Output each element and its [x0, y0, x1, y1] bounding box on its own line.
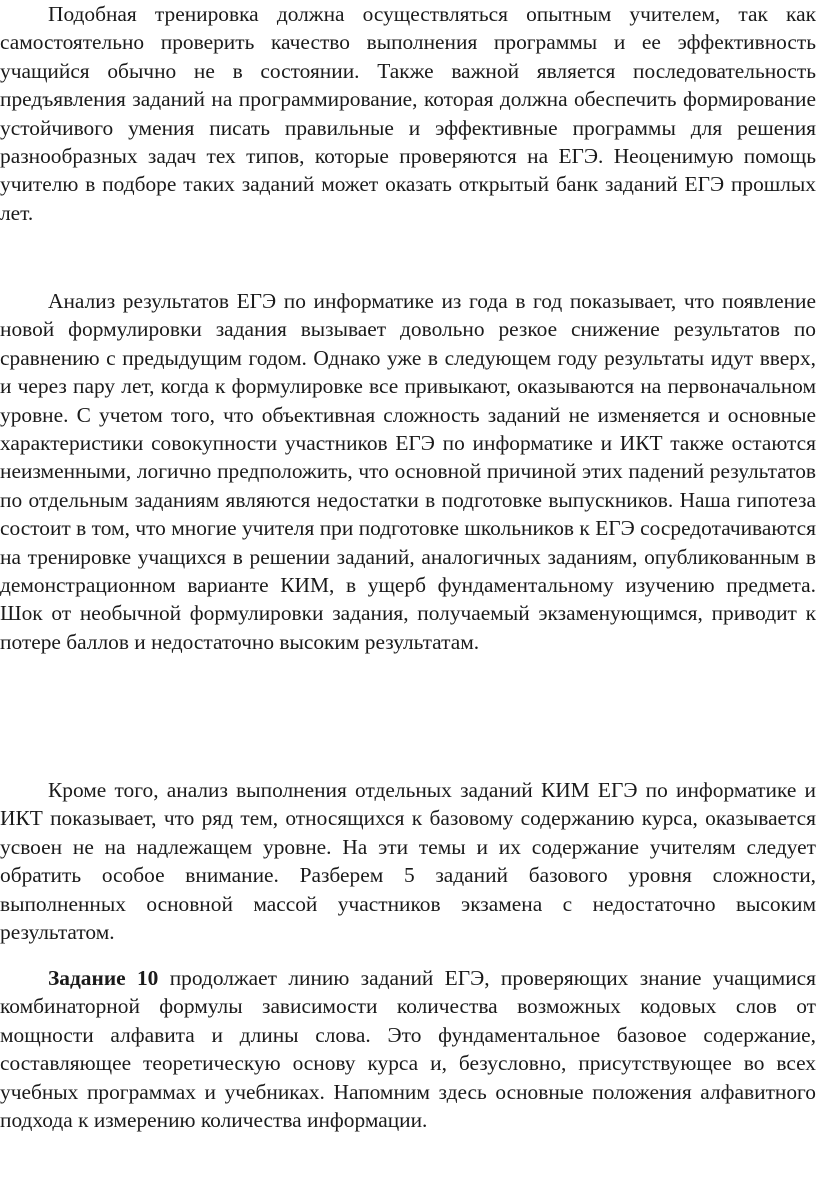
- task-10-heading: Задание 10: [48, 966, 159, 990]
- paragraph-analysis: Анализ результатов ЕГЭ по информатике из года в год показывает, что появление новой формулировки задания вызывает довольно резкое снижение результатов по сравнению с предыдущим годом. Однако уже в следующем году результаты идут вверх, и через пару лет, когда к формулировке все привыкают, оказываются на первоначальном уровне. С учетом того, что объективная сложность заданий не изменяется и основные характеристики совокупности участников ЕГЭ по информатике и ИКТ также остаются неизменными, логично предположить, что основной причиной этих падений результатов по отдельным заданиям являются недостатки в подготовке выпускников. Наша гипотеза состоит в том, что многие учителя при подготовке школьников к ЕГЭ сосредотачиваются на тренировке учащихся в решении заданий, аналогичных заданиям, опубликованным в демонстрационном варианте КИМ, в ущерб фундаментальному изучению предмета. Шок от необычной формулировки задания, получаемый экзаменующимся, приводит к потере баллов и недостаточно высоким результатам.: [0, 289, 816, 654]
- task-10-text: продолжает линию заданий ЕГЭ, проверяющих знание учащимися комбинаторной формулы зависимости количества возможных кодовых слов от мощности алфавита и длины слова. Это фундаментальное базовое содержание, составляющее теоретическую основу курса и, безусловно, присутствующее во всех учебных программах и учебниках. Напомним здесь основные положения алфавитного подхода к измерению количества информации.: [0, 966, 816, 1133]
- paragraph-training: Подобная тренировка должна осуществляться опытным учителем, так как самостоятельно проверить качество выполнения программы и ее эффективность учащийся обычно не в состоянии. Также важной является последовательность предъявления заданий на программирование, которая должна обеспечить формирование устойчивого умения писать правильные и эффективные программы для решения разнообразных задач тех типов, которые проверяются на ЕГЭ. Неоценимую помощь учителю в подборе таких заданий может оказать открытый банк заданий ЕГЭ прошлых лет.: [0, 2, 816, 225]
- paragraph-task-10: [0, 964, 816, 1134]
- paragraph-topics: Кроме того, анализ выполнения отдельных заданий КИМ ЕГЭ по информатике и ИКТ показывает, что ряд тем, относящихся к базовому содержанию курса, оказывается усвоен не на надлежащем уровне. На эти темы и их содержание учителям следует обратить особое внимание. Разберем 5 заданий базового уровня сложности, выполненных основной массой участников экзамена с недостаточно высоким результатом.: [0, 778, 816, 945]
